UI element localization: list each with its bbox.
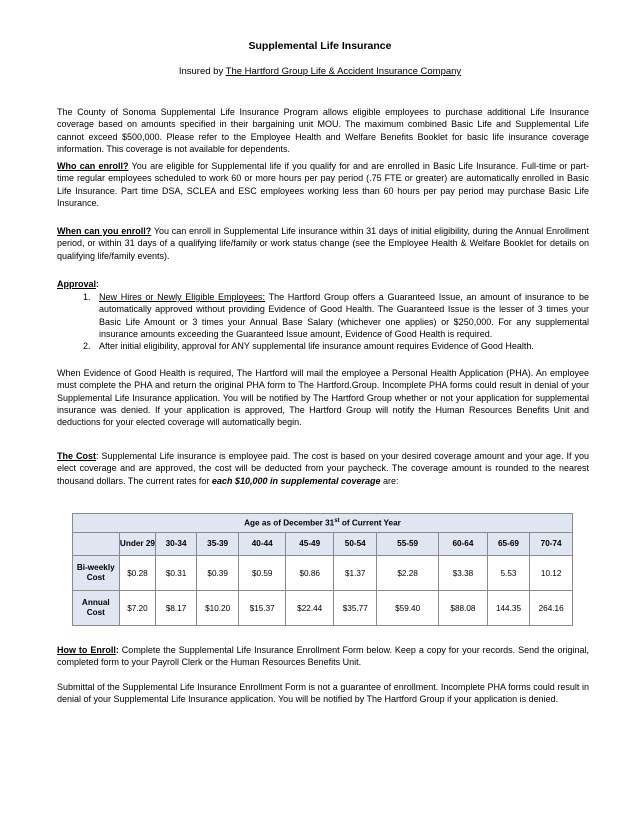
rate-cell: $88.08 [439,591,487,626]
rate-cell: $0.31 [156,556,197,591]
rate-cell: $0.28 [119,556,156,591]
approval-item-text: The Hartford Group offers a Guaranteed Issue, an amount of insurance to be automatically approved without providing Evidence of Good Health. The Guaranteed Issue is the lesser of 3 times your Basic Life Amount or 3 times your Annual Base Salary (whichever one applies) or $250,000. For any supplemental insurance amounts exceeding the Guaranteed Issue amount, Evidence of Good Health is required. [99,292,589,339]
age-group-header: 50-54 [334,533,377,556]
approval-item [57,291,589,340]
approval-heading-line [57,278,589,290]
rate-cell: $0.59 [239,556,286,591]
how-to-enroll-heading: How to Enroll [57,645,116,655]
cost-paragraph [57,450,589,487]
intro-paragraph: The County of Sonoma Supplemental Life Insurance Program allows eligible employees to purchase additional Life Insurance coverage based on amounts specified in their bargaining unit MOU. The maximum combined Basic Life and Supplemental Life cannot exceed $500,000. Please refer to the Employee Health and Welfare Benefits Booklet for basic life insurance coverage information. This coverage is not available for dependents. [57,107,589,154]
rate-cell: $22.44 [285,591,333,626]
rates-header-cell [73,514,573,533]
cost-heading: The Cost [57,451,97,461]
rate-cell: $0.86 [285,556,333,591]
annual-cost-row [73,591,573,626]
rate-cell: $0.39 [196,556,239,591]
insurer-company: The Hartford Group Life & Accident Insurance Company [225,66,462,77]
rates-header-tail: of Current Year [339,518,401,528]
how-to-enroll-colon: : [115,645,119,655]
submittal-paragraph: Submittal of the Supplemental Life Insurance Enrollment Form is not a guarantee of enrollment. Incomplete PHA forms could result in denial of your Supplemental Life Insurance application. You will be notified by The Hartford Group if your application is denied. [57,682,589,705]
rates-header-text: Age as of December 31 [244,518,335,528]
rate-cell: $35.77 [334,591,377,626]
biweekly-cost-row [73,556,573,591]
row-label: Bi-weekly Cost [73,556,120,591]
rate-cell: $7.20 [119,591,156,626]
approval-colon: : [96,279,100,289]
age-group-row [73,533,573,556]
age-group-header: 70-74 [530,533,573,556]
rate-cell: $3.38 [439,556,487,591]
age-group-header: Under 29 [119,533,156,556]
approval-item-lead: New Hires or Newly Eligible Employees: [99,292,266,302]
rate-cell: 5.53 [487,556,530,591]
rate-cell: $15.37 [239,591,286,626]
insurer-line [0,66,640,77]
rate-cell: $2.28 [377,556,439,591]
document-title: Supplemental Life Insurance [248,40,392,52]
age-group-header: 35-39 [196,533,239,556]
rate-cell: $59.40 [377,591,439,626]
rates-header-sup: st [334,518,340,525]
when-can-enroll-text: You can enroll in Supplemental Life insurance within 31 days of initial eligibility, during the Annual Enrollment period, or within 31 days of a qualifying life/family or work status change (see the Employee Health & Welfare Booklet for details on qualifying life/family events). [57,226,589,261]
rate-cell: 264.16 [530,591,573,626]
insurer-prefix: Insured by [178,66,226,77]
who-can-enroll-text: You are eligible for Supplemental life if you qualify for and are enrolled in Basic Life Insurance. Full-time or part-time regular employees scheduled to work 60 or more hours per pay period (.75 FTE or greater) are automatically enrolled in Basic Life Insurance. Part time DSA, SCLEA and ESC employees working less than 60 hours per pay period may purchase Basic Life Insurance. [57,161,589,208]
rates-table [72,513,573,626]
age-group-header: 55-59 [377,533,439,556]
approval-item-number: 1. [83,292,91,302]
rate-cell: 10.12 [530,556,573,591]
how-to-enroll-paragraph [57,644,589,669]
rates-header-row [73,514,573,533]
rate-cell: 144.35 [487,591,530,626]
approval-item-number: 2. [83,341,91,352]
cost-emphasis: each $10,000 in supplemental coverage [211,475,381,486]
age-group-header: 65-69 [487,533,530,556]
pha-paragraph: When Evidence of Good Health is required, The Hartford will mail the employee a Personal Health Application (PHA). An employee must complete the PHA and return the original PHA form to The Hartford.Group. Incomplete PHA forms could result in denial of your Supplemental Life Insurance application. You will be notified by The Hartford Group whether or not your application for supplemental insurance was denied. If your application is approved, The Hartford Group will notify the Human Resources Benefits Unit and deductions for your elected coverage will automatically begin. [57,368,589,428]
rate-cell: $8.17 [156,591,197,626]
approval-item-text: After initial eligibility, approval for ANY supplemental life insurance amount requires Evidence of Good Health. [99,341,534,352]
corner-cell [73,533,120,556]
when-can-enroll-paragraph [57,225,589,262]
who-can-enroll-paragraph [57,160,589,209]
when-can-enroll-heading: When can you enroll? [57,226,152,236]
age-group-header: 40-44 [239,533,286,556]
age-group-header: 30-34 [156,533,197,556]
rate-cell: $1.37 [334,556,377,591]
approval-list [57,291,589,352]
how-to-enroll-text: Complete the Supplemental Life Insurance Enrollment Form below. Keep a copy for your records. Send the original, completed form to your Payroll Clerk or the Human Resources Benefits Unit. [57,645,590,668]
age-group-header: 45-49 [285,533,333,556]
cost-tail: are: [380,475,399,486]
who-can-enroll-heading: Who can enroll? [57,161,129,171]
approval-item [57,340,589,352]
age-group-header: 60-64 [439,533,487,556]
approval-heading: Approval [57,279,97,289]
cost-text: : Supplemental Life insurance is employee paid. The cost is based on your desired coverage amount and your age. If you elect coverage and are approved, the cost will be deducted from your paycheck. The coverage amount is rounded to the nearest thousand dollars. The current rates for [57,451,589,486]
rate-cell: $10.20 [196,591,239,626]
row-label: Annual Cost [73,591,120,626]
